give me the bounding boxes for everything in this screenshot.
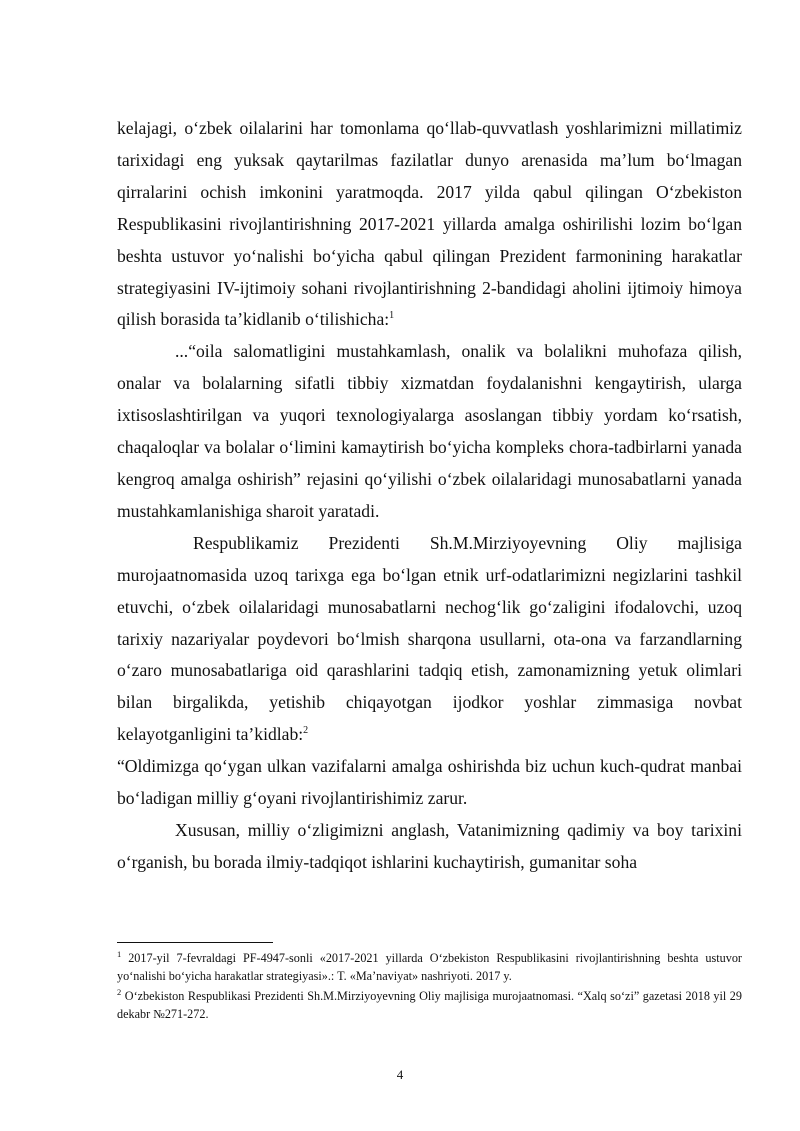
paragraph-1 <box>117 113 742 336</box>
footnote-2 <box>117 988 742 1023</box>
body-text <box>117 113 742 879</box>
footnote-1-mark: 1 <box>117 948 122 959</box>
footnote-2-mark: 2 <box>117 986 122 997</box>
paragraph-5: Xususan, milliy o‘zligimizni anglash, Vatanimizning qadimiy va boy tarixini o‘rganish, bu borada ilmiy-tadqiqot ishlarini kuchaytirish, gumanitar soha <box>117 819 742 872</box>
footnote-2-text: O‘zbekiston Respublikasi Prezidenti Sh.M.Mirziyoyevning Oliy majlisiga murojaatnomasi. “Xalq so‘zi” gazetasi 2018 yil 29 dekabr №271-272. <box>117 989 742 1021</box>
paragraph-4-quote: “Oldimizga qo‘ygan ulkan vazifalarni amalga oshirishda biz uchun kuch-qudrat manbai bo‘ladigan milliy g‘oyani rivojlantirishimiz zarur. <box>117 756 742 809</box>
paragraph-3 <box>117 528 742 751</box>
footnote-1 <box>117 950 742 985</box>
footnotes <box>117 950 742 1026</box>
page-number: 4 <box>396 1067 404 1082</box>
footnote-1-text: 2017-yil 7-fevraldagi PF-4947-sonli «2017-2021 yillarda O‘zbekiston Respublikasini rivojlantirishning beshta ustuvor yo‘nalishi bo‘yicha harakatlar strategiyasi».: T. «Ma’naviyat» nashriyoti. 2017 y. <box>117 951 742 983</box>
footnote-separator <box>117 942 273 943</box>
footnote-ref-1[interactable]: 1 <box>389 310 395 322</box>
paragraph-2-quote: ...“oila salomatligini mustahkamlash, onalik va bolalikni muhofaza qilish, onalar va bolalarning sifatli tibbiy xizmatdan foydalanishni kengaytirish, ularga ixtisoslashtirilgan va yuqori texnologiyalarga asoslangan tibbiy yordam ko‘rsatish, chaqaloqlar va bolalar o‘limini kamaytirish bo‘yicha kompleks chora-tadbirlarni yanada kengroq amalga oshirish” rejasini qo‘yilishi o‘zbek oilalaridagi munosabatlarni yanada mustahkamlanishiga sharoit yaratadi. <box>117 341 742 521</box>
footnote-ref-2[interactable]: 2 <box>303 725 309 737</box>
paragraph-1-text: kelajagi, o‘zbek oilalarini har tomonlama qo‘llab-quvvatlash yoshlarimizni millatimiz tarixidagi eng yuksak qaytarilmas fazilatlar dunyo arenasida ma’lum bo‘lmagan qirralarini ochish imkonini yaratmoqda. 2017 yilda qabul qilingan O‘zbekiston Respublikasini rivojlantirishning 2017-2021 yillarda amalga oshirilishi lozim bo‘lgan beshta ustuvor yo‘nalishi bo‘yicha qabul qilingan Prezident farmonining harakatlar strategiyasini IV-ijtimoiy sohani rivojlantirishning 2-bandidagi aholini ijtimoiy himoya qilish borasida ta’kidlanib o‘tilishicha: <box>117 118 742 330</box>
paragraph-3-text: Respublikamiz Prezidenti Sh.M.Mirziyoyevning Oliy majlisiga murojaatnomasida uzoq tarixga ega bo‘lgan etnik urf-odatlarimizni negizlarini tashkil etuvchi, o‘zbek oilalaridagi munosabatlarni nechog‘lik go‘zaligini ifodalovchi, uzoq tarixiy nazariyalar poydevori bo‘lmish sharqona usullarni, ota-ona va farzandlarning o‘zaro munosabatlariga oid qarashlarini tadqiq etish, zamonamizning yetuk olimlari bilan birgalikda, yetishib chiqayotgan ijodkor yoshlar zimmasiga novbat kelayotganligini ta’kidlab: <box>117 532 742 745</box>
